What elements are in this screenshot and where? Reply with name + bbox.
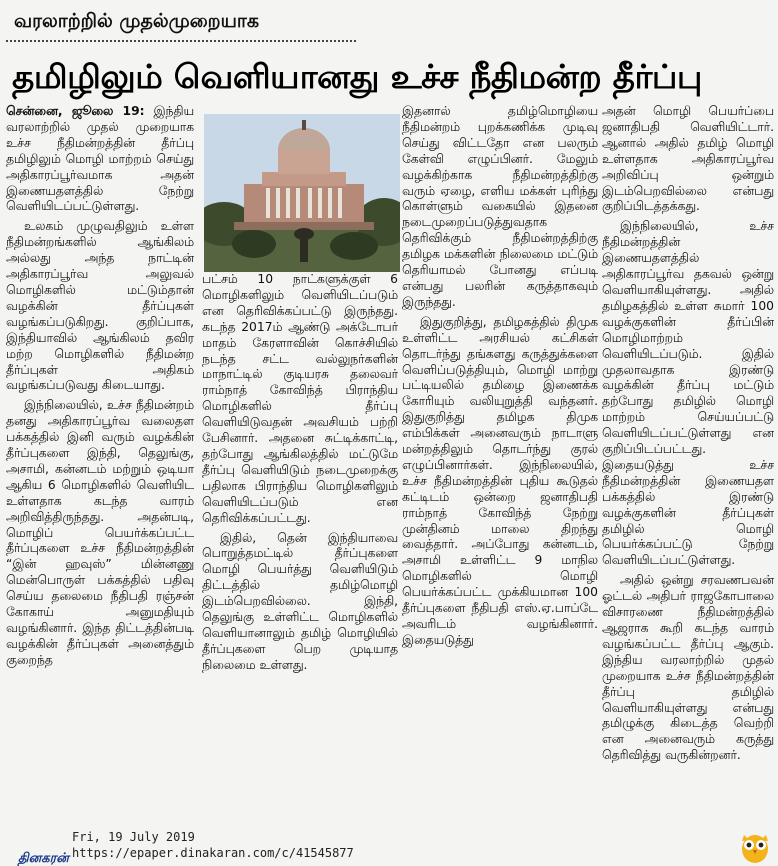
dinakaran-logo: தினகரன்	[18, 850, 69, 865]
article-paragraph: இந்நிலையில், உச்ச நீதிமன்றம் தனது அதிகாரப்பூர்வ வலைதள பக்கத்தில் இனி வரும் வழக்கின் தீர்ப்புகளை இந்தி, தெலுங்கு, அசாமி, கன்னடம் மற்றும் ஒடியா ஆகிய 6 மொழிகளில் வெளியிட உள்ளதாக கடந்த வாரம் அறிவித்திருந்தது. அதன்படி, மொழிப் பெயர்க்கப்பட்ட தீர்ப்புகளை உச்ச நீதிமன்றத்தின் “இன் ஹவுஸ்” மின்னணு மென்பொருள் பக்கத்தில் பதிவு செய்ய தலைமை நீதிபதி ரஞ்சன் கோகாய் அனுமதியும் வழங்கினார். இந்த திட்டத்தின்படி வழக்கின் தீர்ப்புகள் அனைத்தும் குறைந்த	[6, 398, 194, 667]
article-column-3	[402, 104, 598, 856]
article-paragraph: அதில் ஒன்று சரவணபவன் ஓட்டல் அதிபர் ராஜகோபாலை விசாரணை நீதிமன்றத்தில் ஆஜராக கூறி கடந்த வாரம் வழங்கப்பட்ட தீர்ப்பு ஆகும். இந்திய வரலாற்றில் முதல் முறையாக உச்ச நீதிமன்றத்தின் தீர்ப்பு தமிழில் வெளியாகியுள்ளது என்பது தமிழுக்கு கிடைத்த வெற்றி என அனைவரும் கருத்து தெரிவித்து வருகின்றனர்.	[602, 573, 774, 763]
article-paragraph: பட்சம் 10 நாட்களுக்குள் 6 மொழிகளிலும் வெளியிடப்படும் என தெரிவிக்கப்பட்டு இருந்தது. கடந்த 2017ம் ஆண்டு அக்டோபர் மாதம் கேரளாவின் கொச்சியில் நடந்த சட்ட வல்லுநர்களின் மாநாட்டில் குடியரசு தலைவர் ராம்நாத் கோவிந்த் பிராந்திய மொழிகளில் தீர்ப்பு வெளியிடுவதன் அவசியம் பற்றி பேசினார். அதனை சுட்டிக்காட்டி, தற்போது ஆங்கிலத்தில் மட்டுமே தீர்ப்பு வெளியிடும் நடைமுறைக்கு பதிலாக பிராந்திய மொழிகளிலும் வெளியிடப்படும் என தெரிவிக்கப்பட்டது.	[202, 272, 398, 525]
publication-date: Fri, 19 July 2019	[72, 830, 195, 844]
dateline: சென்னை, ஜூலை 19:	[6, 104, 145, 118]
article-column-1	[6, 104, 194, 856]
article-paragraph: இதனால் தமிழ்மொழியை நீதிமன்றம் புறக்கணிக்க முடிவு செய்து விட்டதோ என பலரும் கேள்வி எழுப்பினர். மேலும் வழக்கிற்காக நீதிமன்றத்திற்கு வரும் ஏழை, எளிய மக்கள் புரிந்து கொள்ளும் வகையில் இதனை நடைமுறைப்படுத்துவதாக தெரிவிக்கும் நீதிமன்றத்திற்கு தமிழக மக்களின் நிலைமை மட்டும் தெரியாமல் போனது எப்படி என்பது பலரின் கருத்தாகவும் இருந்தது.	[402, 104, 598, 309]
article-column-2	[202, 272, 398, 856]
kicker-divider	[6, 40, 356, 42]
article-paragraph: இதில், தென் இந்தியாவை பொறுத்தமட்டில் தீர்ப்புகளை மொழி பெயர்த்து வெளியிடும் திட்டத்தில் தமிழ்மொழி இடம்பெறவில்லை. இந்தி, தெலுங்கு உள்ளிட்ட மொழிகளில் வெளியானாலும் தமிழ் மொழியில் தீர்ப்புகளை பெற முடியாத நிலைமை உள்ளது.	[202, 530, 398, 672]
footer	[0, 822, 778, 866]
kicker-text: வரலாற்றில் முதல்முறையாக	[14, 10, 259, 32]
article-paragraph: உலகம் முழுவதிலும் உள்ள நீதிமன்றங்களில் ஆங்கிலம் அல்லது அந்த நாட்டின் அதிகாரப்பூர்வ அலுவல் மொழிகளில் மட்டும்தான் வழக்கின் தீர்ப்புகள் வழங்கப்படுகிறது. குறிப்பாக, இந்தியாவில் ஆங்கிலம் தவிர மற்ற மொழிகளில் நீதிமன்ற தீர்ப்புகள் அதிகம் வழங்கப்படுவது கிடையாது.	[6, 219, 194, 393]
court-building-illustration	[204, 114, 400, 272]
supreme-court-photo	[204, 114, 400, 272]
article-column-4	[602, 104, 774, 856]
source-url[interactable]: https://epaper.dinakaran.com/c/41545877	[72, 846, 354, 860]
article-paragraph: இந்நிலையில், உச்ச நீதிமன்றத்தின் இணையதளத்தில் அதிகாரப்பூர்வ தகவல் ஒன்று வெளியாகியுள்ளது. அதில் தமிழகத்தில் உள்ள சுமார் 100 வழக்குகளின் தீர்ப்பின் மொழிமாற்றம் வெளியிடப்படும். இதில் முதலாவதாக இரண்டு வழக்கின் தீர்ப்பு மட்டும் தற்போது தமிழில் மொழி மாற்றம் செய்யப்பட்டு வெளியிடப்பட்டுள்ளது என குறிப்பிடப்பட்டது. இதையடுத்து உச்ச நீதிமன்றத்தின் இணையதள பக்கத்தில் இரண்டு வழக்குகளின் தீர்ப்புகள் தமிழில் மொழி பெயர்க்கப்பட்டு நேற்று வெளியிடப்பட்டுள்ளது.	[602, 219, 774, 568]
paragraph-text: இந்திய வரலாற்றில் முதல் முறையாக உச்ச நீதிமன்றத்தின் தீர்ப்பு தமிழிலும் மொழி மாற்றம் செய்து அதிகாரப்பூர்வமாக அதன் இணையதளத்தில் நேற்று வெளியிடப்பட்டுள்ளது.	[6, 104, 194, 214]
owl-icon	[738, 830, 772, 864]
article-paragraph: அதன் மொழி பெயர்ப்பை ஜனாதிபதி வெளியிட்டார். ஆனால் அதில் தமிழ் மொழி உள்ளதாக அதிகாரப்பூர்வ அறிவிப்பு ஒன்றும் இடம்பெறவில்லை என்பது குறிப்பிடத்தக்கது.	[602, 104, 774, 214]
headline: தமிழிலும் வெளியானது உச்ச நீதிமன்ற தீர்ப்பு	[12, 57, 702, 96]
article-paragraph: இதுகுறித்து, தமிழகத்தில் திமுக உள்ளிட்ட அரசியல் கட்சிகள் தொடர்ந்து தங்களது கருத்துக்களை வெளிப்படுத்தியும், மொழி மாற்று பட்டியலில் தமிழை இணைக்க கோரியும் வலியுறுத்தி வந்தனர். இதுகுறித்து தமிழக திமுக எம்பிக்கள் அனைவரும் நாடாளு மன்றத்திலும் தொடர்ந்து குரல் எழுப்பினார்கள். இந்நிலையில், உச்ச நீதிமன்றத்தின் புதிய கூடுதல் கட்டிடம் ஒன்றை ஜனாதிபதி ராம்நாத் கோவிந்த் நேற்று முன்தினம் மாலை திறந்து வைத்தார். அப்போது கன்னடம், அசாமி உள்ளிட்ட 9 மாநில மொழிகளில் மொழி பெயர்க்கப்பட்ட முக்கியமான 100 தீர்ப்புகளை நீதிபதி எஸ்.ஏ.பாப்டே அவரிடம் வழங்கினார். இதையடுத்து	[402, 314, 598, 647]
article-paragraph	[6, 104, 194, 215]
